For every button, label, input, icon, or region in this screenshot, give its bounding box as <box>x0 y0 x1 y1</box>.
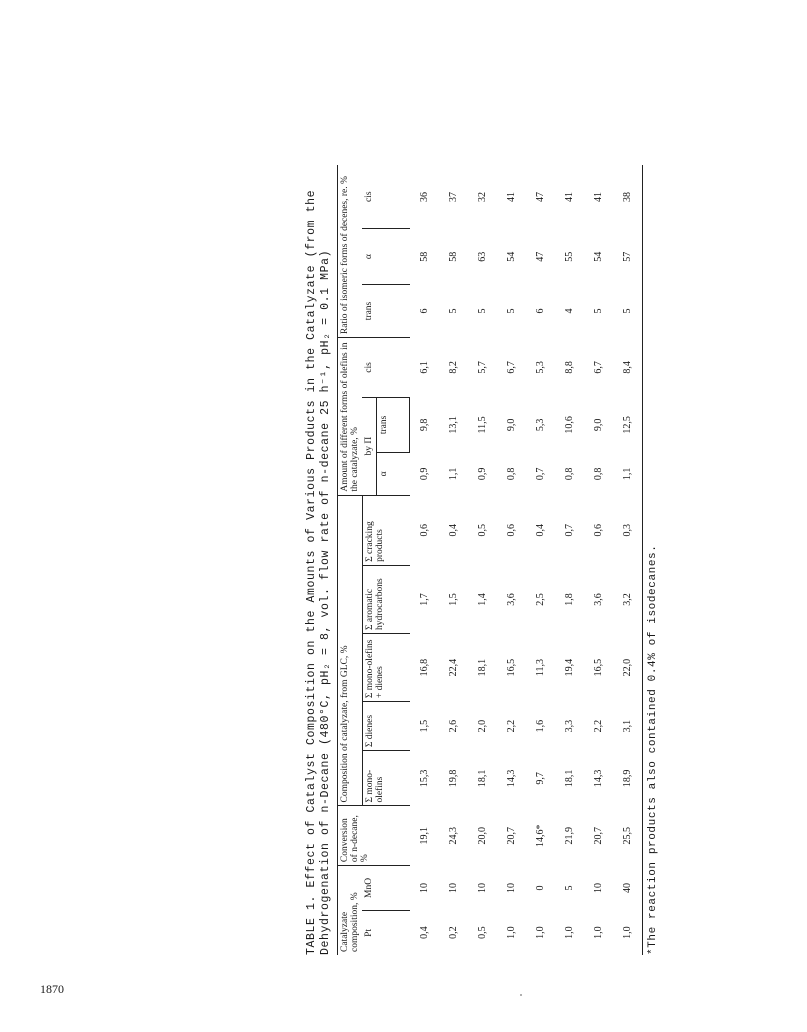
table-cell: 1,8 <box>564 593 575 606</box>
table-row <box>497 165 526 955</box>
header-catalyst-group: Catalyzate composition, % <box>338 866 363 955</box>
table-cell: 4 <box>564 308 575 314</box>
table-cell: 18,1 <box>477 769 488 788</box>
caption-line-1: TABLE 1. Effect of Catalyst Composition on the Amounts of Various Products in the Catalyzate (from the <box>305 189 318 955</box>
table-cell: 58 <box>418 251 430 262</box>
table-cell: 1,4 <box>477 593 488 606</box>
table-cell: 10,6 <box>564 416 575 434</box>
table-cell: 32 <box>477 192 488 202</box>
table-cell: 0,9 <box>477 467 488 481</box>
table-cell: 47 <box>535 251 546 262</box>
table-cell: 1,0 <box>506 926 517 939</box>
table-cell: 5 <box>564 885 575 891</box>
table-cell: 0,4 <box>418 926 430 939</box>
table-cell: 5 <box>613 284 643 337</box>
table-row <box>526 165 555 955</box>
table-cell: 63 <box>477 251 488 262</box>
table-cell: 41 <box>506 192 517 202</box>
table-cell: 0,2 <box>448 926 459 939</box>
table-cell: 14,3 <box>593 769 604 788</box>
table-cell: 1,0 <box>564 926 575 939</box>
table-cell: 18,9 <box>613 751 643 806</box>
table-cell: 58 <box>448 251 459 262</box>
table-cell: 5 <box>477 308 488 314</box>
table-cell: 57 <box>613 229 643 284</box>
table-cell: 1,1 <box>448 467 459 481</box>
table-cell: 36 <box>418 192 430 202</box>
table-cell: 3,3 <box>564 719 575 733</box>
table-cell: 10 <box>448 882 459 893</box>
table-row <box>468 165 497 955</box>
table-cell: 3,1 <box>613 702 643 751</box>
header-ratio-trans: trans <box>362 284 410 337</box>
table-cell: 13,1 <box>448 416 459 434</box>
table-cell: 6,7 <box>506 361 517 374</box>
table-cell: 24,3 <box>448 827 459 845</box>
page-number: 1870 <box>40 982 64 996</box>
table-cell: 37 <box>448 192 459 202</box>
table-cell: 22,4 <box>448 658 459 677</box>
table-cell: 0,5 <box>477 524 488 537</box>
table-cell: 10 <box>418 882 430 893</box>
table-cell: 22,0 <box>613 634 643 702</box>
header-cracking: Σ cracking products <box>362 495 410 565</box>
table-cell: 0,9 <box>418 467 430 481</box>
header-trans-spacer <box>391 397 410 452</box>
table-row <box>613 165 643 955</box>
header-cis: cis <box>362 338 410 398</box>
table-cell: 20,0 <box>477 827 488 845</box>
table-cell: 2,2 <box>506 719 517 733</box>
table-cell: 2,0 <box>477 719 488 733</box>
table-cell: 6 <box>418 308 430 314</box>
header-ratio-group: Ratio of isomeric forms of decenes, re. % <box>338 165 363 338</box>
table-cell: 1,5 <box>448 593 459 606</box>
header-trans: trans <box>377 397 392 452</box>
table-cell: 20,7 <box>506 827 517 845</box>
table-cell: 0,6 <box>506 524 517 537</box>
table-cell: 0,5 <box>477 926 488 939</box>
table-row <box>439 165 468 955</box>
table-row <box>584 165 613 955</box>
table-cell: 8,8 <box>564 361 575 374</box>
table-cell: 20,7 <box>593 827 604 845</box>
table-row <box>555 165 584 955</box>
table-cell: 3,6 <box>593 593 604 606</box>
table-cell: 11,3 <box>535 659 546 677</box>
table-cell: 54 <box>593 251 604 262</box>
table-cell: 8,2 <box>448 361 459 374</box>
table-cell: 1,5 <box>418 719 430 733</box>
table-cell: 41 <box>593 192 604 202</box>
table-cell: 16,8 <box>418 658 430 677</box>
table-cell: 1,6 <box>535 719 546 733</box>
table-row <box>410 165 440 955</box>
table-footnote: *The reaction products also contained 0.4% of isodecanes. <box>647 544 659 955</box>
table-cell: 1,1 <box>613 453 643 496</box>
table-cell: 19,8 <box>448 769 459 788</box>
table-cell: 1,0 <box>593 926 604 939</box>
table-cell: 55 <box>564 251 575 262</box>
header-ratio-cis: cis <box>362 165 410 229</box>
table-cell: 0,7 <box>535 467 546 481</box>
table-cell: 10 <box>477 882 488 893</box>
table-cell: 0,6 <box>418 524 430 537</box>
table-cell: 19,1 <box>418 827 430 845</box>
header-conversion: Conversion of n-decane, % <box>338 806 410 866</box>
table-cell: 0,3 <box>613 495 643 565</box>
table-cell: 10 <box>506 882 517 893</box>
table-cell: 5 <box>506 308 517 314</box>
table-cell: 14,6* <box>535 824 546 848</box>
caption-line-2: Dehydrogenation of n-Decane (480°C, pH₂ = 8, vol. flow rate of n-decane 25 h⁻¹, pH₂ = 0.1 MPa) <box>319 249 332 955</box>
table-cell: 21,9 <box>564 827 575 845</box>
table-cell: 6,1 <box>418 361 430 374</box>
table-cell: 0,8 <box>564 467 575 481</box>
table-body <box>410 165 643 955</box>
table-cell: 0,8 <box>593 467 604 481</box>
table-cell: 5,7 <box>477 361 488 374</box>
table-cell: 2,5 <box>535 593 546 606</box>
table-cell: 0,6 <box>593 524 604 537</box>
header-composition-group: Composition of catalyzate, from GLC, % <box>338 495 363 806</box>
table-cell: 0,4 <box>448 524 459 537</box>
table-caption <box>305 165 337 955</box>
header-ratio-alpha: α <box>362 229 410 284</box>
table-cell: 12,5 <box>613 397 643 452</box>
table-cell: 54 <box>506 251 517 262</box>
table-cell: 25,5 <box>613 806 643 866</box>
table-cell: 19,4 <box>564 658 575 677</box>
table-cell: 16,5 <box>506 658 517 677</box>
table-cell: 1,7 <box>418 593 430 606</box>
header-aromatic: Σ aromatic hydrocarbons <box>362 565 410 633</box>
table-cell: 9,7 <box>535 772 546 785</box>
table-cell: 18,1 <box>564 769 575 788</box>
header-by-pi: by Π <box>362 397 377 495</box>
table-cell: 5,3 <box>535 361 546 374</box>
header-amount-group: Amount of different forms of olefins in the catalyzate, % <box>338 338 363 496</box>
table-cell: 40 <box>613 866 643 911</box>
table-cell: 10 <box>593 882 604 893</box>
table-cell: 5 <box>448 308 459 314</box>
rotated-table-block <box>305 165 659 955</box>
table-cell: 5,3 <box>535 418 546 432</box>
table-cell: 3,6 <box>506 593 517 606</box>
table-cell: 38 <box>613 165 643 229</box>
table-cell: 14,3 <box>506 769 517 788</box>
table-cell: 2,2 <box>593 719 604 733</box>
header-pt: Pt <box>364 928 374 937</box>
header-mono-plus-dienes: Σ mono-olefins + dienes <box>362 634 410 702</box>
table-cell: 18,1 <box>477 658 488 677</box>
table-cell: 15,3 <box>418 769 430 788</box>
table-cell: 9,0 <box>506 418 517 432</box>
table-cell: 6 <box>535 308 546 314</box>
table-cell: 3,2 <box>613 565 643 633</box>
header-mno: MnO <box>362 866 410 911</box>
table-cell: 6,7 <box>593 361 604 374</box>
table-cell: 1,0 <box>535 926 546 939</box>
table-cell: 0,4 <box>535 524 546 537</box>
table-cell: 1,0 <box>613 910 643 955</box>
table-cell: 8,4 <box>613 338 643 398</box>
speck <box>520 994 522 996</box>
header-dienes: Σ dienes <box>362 702 410 751</box>
table-cell: 11,5 <box>477 416 488 434</box>
header-mono-olefins: Σ mono-olefins <box>362 751 410 806</box>
table-cell: 2,6 <box>448 719 459 733</box>
table-cell: 5 <box>593 308 604 314</box>
table-cell: 16,5 <box>593 658 604 677</box>
table-cell: 47 <box>535 192 546 202</box>
table-cell: 0,7 <box>564 524 575 537</box>
table-cell: 9,0 <box>593 418 604 432</box>
header-alpha: α <box>377 453 410 496</box>
table-cell: 0,8 <box>506 467 517 481</box>
table-cell: 9,8 <box>419 418 430 432</box>
table-cell: 0 <box>535 885 546 891</box>
table-cell: 41 <box>564 192 575 202</box>
data-table <box>337 165 643 955</box>
